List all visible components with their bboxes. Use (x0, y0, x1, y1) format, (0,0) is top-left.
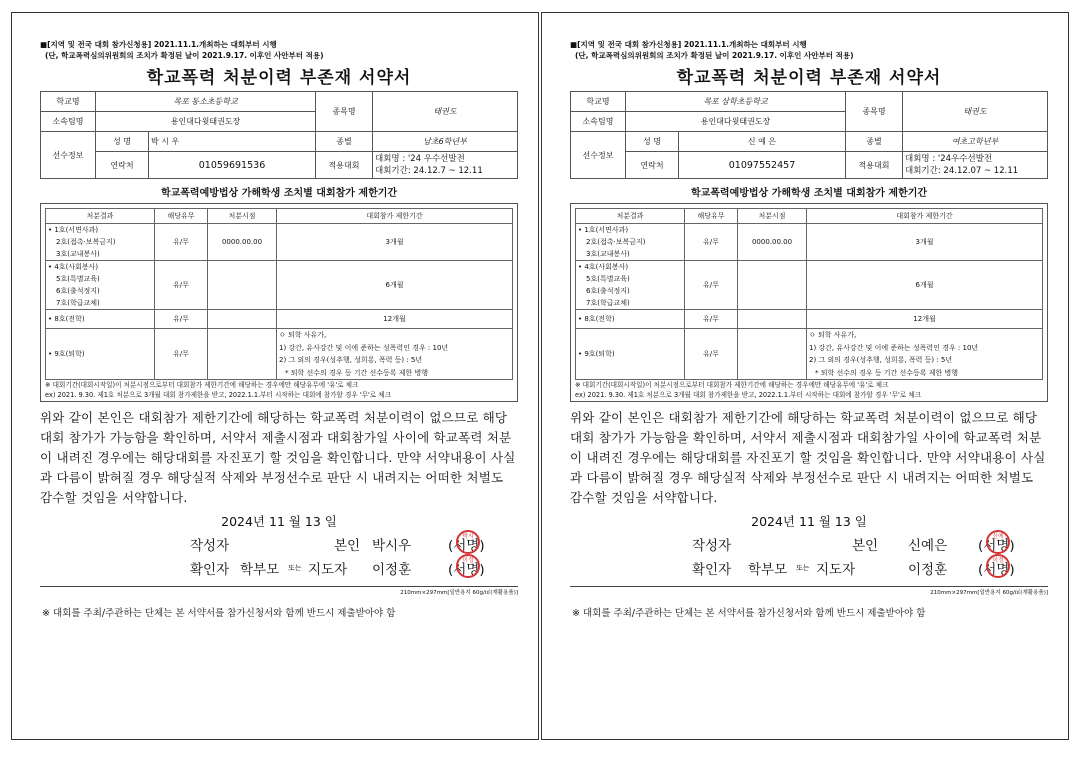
school-value: 목포 삼학초등학교 (626, 92, 846, 112)
label-sport: 종목명 (846, 92, 903, 132)
label-category: 종별 (846, 132, 903, 152)
sanction-header-date: 처분시점 (738, 209, 807, 224)
meet-period-value: 24.12.07 ~ 12.11 (943, 166, 1019, 176)
meet-name-value: '24우수선발전 (937, 154, 993, 164)
notice-line-1: ■[지역 및 전국 대회 참가신청용] 2021.11.1.개최하는 대회부터 시행 (40, 40, 277, 49)
note-2: ex) 2021. 9.30. 제1호 처분으로 3개월 대회 참가제한을 받고, 2022.1.1.부터 시작하는 대회에 참가할 경우 '무'로 체크 (45, 391, 392, 399)
label-name: 성 명 (626, 132, 679, 152)
label-or: 또는 (796, 564, 810, 572)
pledge-text: 위와 같이 본인은 대회참가 제한기간에 해당하는 학교폭력 처분이력이 없으므로 해당 대회 참가가 가능함을 확인하며, 서약서 제출시점과 대회참가일 사이에 학교폭력 처분이 내려진 경우에는 해당대회를 자진포기 할 것임을 확인합니다. 만약 서약내용이 사실과 다름이 밝혀질 경우 해당실적 삭제와 부정선수로 판단 시 내려지는 어떠한 처벌도 감수할 것임을 서약합니다. (40, 410, 516, 505)
coach-seal: 이정 (986, 554, 1010, 578)
team-value: 용인대다윗태권도장 (96, 112, 316, 132)
document-title: 학교폭력 처분이력 부존재 서약서 (146, 68, 412, 88)
writer-sign-label: (서명) (448, 538, 485, 554)
pledge-date: 2024년 11 월 13 일 (751, 514, 867, 529)
label-contact: 연락처 (626, 152, 679, 179)
note-1: ※ 대회기간(대회시작일)이 처분시점으로부터 대회참가 제한기간에 해당하는 경우에만 해당유무에 '유'로 체크 (575, 381, 889, 389)
contact-value: 01097552457 (679, 152, 846, 179)
footer-note: ※ 대회를 주최/주관하는 단체는 본 서약서를 참가신청서와 함께 반드시 제출받아야 함 (572, 608, 926, 619)
meet-period-line: 대회기간: 24.12.7 ~ 12.11 (375, 166, 483, 176)
table-row (576, 329, 1043, 380)
label-parent: 학부모 (748, 562, 788, 578)
label-confirmer: 확인자 (692, 562, 732, 578)
notice-line-1: ■[지역 및 전국 대회 참가신청용] 2021.11.1.개최하는 대회부터 시행 (570, 40, 807, 49)
table-row (576, 310, 1043, 329)
sanction-items: • 4호(사회봉사) 5호(특별교육) 6호(출석정지) 7호(학급교체) (46, 261, 155, 310)
info-table (40, 91, 518, 179)
label-coach: 지도자 (308, 562, 348, 578)
document-title: 학교폭력 처분이력 부존재 서약서 (676, 68, 942, 88)
writer-seal: 박시 (456, 530, 480, 554)
pledge-document-right (541, 12, 1069, 740)
sanction-limit: 3개월 (277, 224, 513, 261)
label-parent: 학부모 (240, 562, 280, 578)
sanction-header-yesno: 해당유무 (685, 209, 738, 224)
note-2: ex) 2021. 9.30. 제1호 처분으로 3개월 대회 참가제한을 받고, 2022.1.1.부터 시작하는 대회에 참가할 경우 '무'로 체크 (575, 391, 922, 399)
coach-name: 이정훈 (908, 562, 948, 578)
writer-signature-row (570, 530, 1048, 554)
table-row (576, 224, 1043, 261)
label-writer: 작성자 (190, 538, 230, 554)
writer-name: 신예은 (908, 538, 948, 554)
label-team: 소속팀명 (41, 112, 96, 132)
writer-signature-row (40, 530, 518, 554)
sport-value: 태권도 (903, 92, 1048, 132)
sanction-date (738, 310, 807, 329)
label-confirmer: 확인자 (190, 562, 230, 578)
sanction-yesno: 유/무 (155, 329, 208, 380)
meet-cell (903, 152, 1048, 179)
pledge-date: 2024년 11 월 13 일 (221, 514, 337, 529)
info-table (570, 91, 1048, 179)
label-writer: 작성자 (692, 538, 732, 554)
sanction-yesno: 유/무 (155, 224, 208, 261)
footer-note: ※ 대회를 주최/주관하는 단체는 본 서약서를 참가신청서와 함께 반드시 제출받아야 함 (42, 608, 396, 619)
school-value: 목포 동소초등학교 (96, 92, 316, 112)
coach-seal: 이정 (456, 554, 480, 578)
sanction-limit: 12개월 (807, 310, 1043, 329)
label-player: 선수정보 (571, 132, 626, 179)
sanction-items: • 1호(서면사과) 2호(접촉·보복금지) 3호(교내봉사) (46, 224, 155, 261)
sanction-yesno: 유/무 (685, 224, 738, 261)
sanction-header-result: 처분결과 (576, 209, 685, 224)
label-school: 학교명 (571, 92, 626, 112)
pledge-document-left (11, 12, 539, 740)
label-self: 본인 (852, 538, 879, 554)
sanction-date (208, 329, 277, 380)
meet-name-value: '24 우수선발전 (407, 154, 465, 164)
table-row (576, 261, 1043, 310)
sanction-yesno: 유/무 (685, 310, 738, 329)
sanction-header-date: 처분시점 (208, 209, 277, 224)
sanction-header-result: 처분결과 (46, 209, 155, 224)
sport-value: 태권도 (373, 92, 518, 132)
team-value: 용인대다윗태권도장 (626, 112, 846, 132)
document-sheet (570, 39, 1048, 619)
sanction-date (738, 261, 807, 310)
sanction-yesno: 유/무 (685, 261, 738, 310)
paper-spec: 210mm×297mm[일반용지 60g/㎡(재활용품)] (40, 586, 518, 596)
sanction-yesno: 유/무 (155, 310, 208, 329)
sanction-date: 0000.00.00 (738, 224, 807, 261)
expulsion-conditions: ㅇ 퇴학 사유가, 1) 강간, 유사강간 및 이에 준하는 성폭력인 경우 : 10년 2) 그 외의 경우(성추행, 성희롱, 폭력 등) : 5년 * 퇴학 선수의 경우 등 기간 선수등록 제한 병행 (277, 329, 513, 380)
sanction-header-yesno: 해당유무 (155, 209, 208, 224)
sanction-limit: 12개월 (277, 310, 513, 329)
sanction-subtitle: 학교폭력예방법상 가해학생 조치별 대회참가 제한기간 (160, 188, 398, 199)
table-row (46, 329, 513, 380)
sanction-limit: 6개월 (277, 261, 513, 310)
meet-cell (373, 152, 518, 179)
note-1: ※ 대회기간(대회시작일)이 처분시점으로부터 대회참가 제한기간에 해당하는 경우에만 해당유무에 '유'로 체크 (45, 381, 359, 389)
sanction-items: • 9호(퇴학) (46, 329, 155, 380)
sanction-items: • 8호(전학) (46, 310, 155, 329)
category-value: 여초고학년부 (903, 132, 1048, 152)
pledge-text: 위와 같이 본인은 대회참가 제한기간에 해당하는 학교폭력 처분이력이 없으므로 해당 대회 참가가 가능함을 확인하며, 서약서 제출시점과 대회참가일 사이에 학교폭력 처분이 내려진 경우에는 해당대회를 자진포기 할 것임을 확인합니다. 만약 서약내용이 사실과 다름이 밝혀질 경우 해당실적 삭제와 부정선수로 판단 시 내려지는 어떠한 처벌도 감수할 것임을 서약합니다. (570, 410, 1046, 505)
label-sport: 종목명 (316, 92, 373, 132)
writer-seal: 신예 (986, 530, 1010, 554)
coach-name: 이정훈 (372, 562, 412, 578)
table-row (46, 224, 513, 261)
sanction-subtitle: 학교폭력예방법상 가해학생 조치별 대회참가 제한기간 (690, 188, 928, 199)
sanction-table (45, 208, 513, 380)
sanction-header-limit: 대회참가 제한기간 (807, 209, 1043, 224)
writer-sign-label: (서명) (978, 538, 1015, 554)
meet-period-value: 24.12.7 ~ 12.11 (413, 166, 483, 176)
label-name: 성 명 (96, 132, 149, 152)
player-name-value: 박 시 우 (149, 132, 316, 152)
label-school: 학교명 (41, 92, 96, 112)
meet-period-line: 대회기간: 24.12.07 ~ 12.11 (905, 166, 1019, 176)
document-sheet (40, 39, 518, 619)
category-value: 남초6학년부 (373, 132, 518, 152)
label-self: 본인 (334, 538, 361, 554)
sanction-date (208, 261, 277, 310)
meet-name-line: 대회명 : '24 우수선발전 (375, 154, 465, 164)
sanction-date (208, 310, 277, 329)
label-or: 또는 (288, 564, 302, 572)
sanction-items: • 9호(퇴학) (576, 329, 685, 380)
sanction-date: 0000.00.00 (208, 224, 277, 261)
sanction-limit: 6개월 (807, 261, 1043, 310)
table-row (46, 261, 513, 310)
confirmer-signature-row (40, 554, 518, 578)
meet-name-line: 대회명 : '24우수선발전 (905, 154, 993, 164)
label-category: 종별 (316, 132, 373, 152)
sanction-date (738, 329, 807, 380)
paper-spec: 210mm×297mm[일반용지 60g/㎡(재활용품)] (570, 586, 1048, 596)
label-team: 소속팀명 (571, 112, 626, 132)
label-meet: 적용대회 (316, 152, 373, 179)
sanction-yesno: 유/무 (685, 329, 738, 380)
notice-line-2: (단, 학교폭력심의위원회의 조치가 확정된 날이 2021.9.17. 이후인 사안부터 적용) (575, 51, 854, 60)
sanction-items: • 4호(사회봉사) 5호(특별교육) 6호(출석정지) 7호(학급교체) (576, 261, 685, 310)
coach-sign-label: (서명) (978, 562, 1015, 578)
sanction-table (575, 208, 1043, 380)
sanction-box (40, 203, 518, 402)
sanction-items: • 1호(서면사과) 2호(접촉·보복금지) 3호(교내봉사) (576, 224, 685, 261)
table-row (46, 310, 513, 329)
sanction-limit: 3개월 (807, 224, 1043, 261)
sanction-items: • 8호(전학) (576, 310, 685, 329)
sanction-header-limit: 대회참가 제한기간 (277, 209, 513, 224)
confirmer-signature-row (570, 554, 1048, 578)
writer-name: 박시우 (372, 538, 412, 554)
sanction-yesno: 유/무 (155, 261, 208, 310)
coach-sign-label: (서명) (448, 562, 485, 578)
label-player: 선수정보 (41, 132, 96, 179)
label-contact: 연락처 (96, 152, 149, 179)
sanction-box (570, 203, 1048, 402)
player-name-value: 신 예 은 (679, 132, 846, 152)
label-meet: 적용대회 (846, 152, 903, 179)
contact-value: 01059691536 (149, 152, 316, 179)
label-coach: 지도자 (816, 562, 856, 578)
expulsion-conditions: ㅇ 퇴학 사유가, 1) 강간, 유사강간 및 이에 준하는 성폭력인 경우 : 10년 2) 그 외의 경우(성추행, 성희롱, 폭력 등) : 5년 * 퇴학 선수의 경우 등 기간 선수등록 제한 병행 (807, 329, 1043, 380)
notice-line-2: (단, 학교폭력심의위원회의 조치가 확정된 날이 2021.9.17. 이후인 사안부터 적용) (45, 51, 324, 60)
